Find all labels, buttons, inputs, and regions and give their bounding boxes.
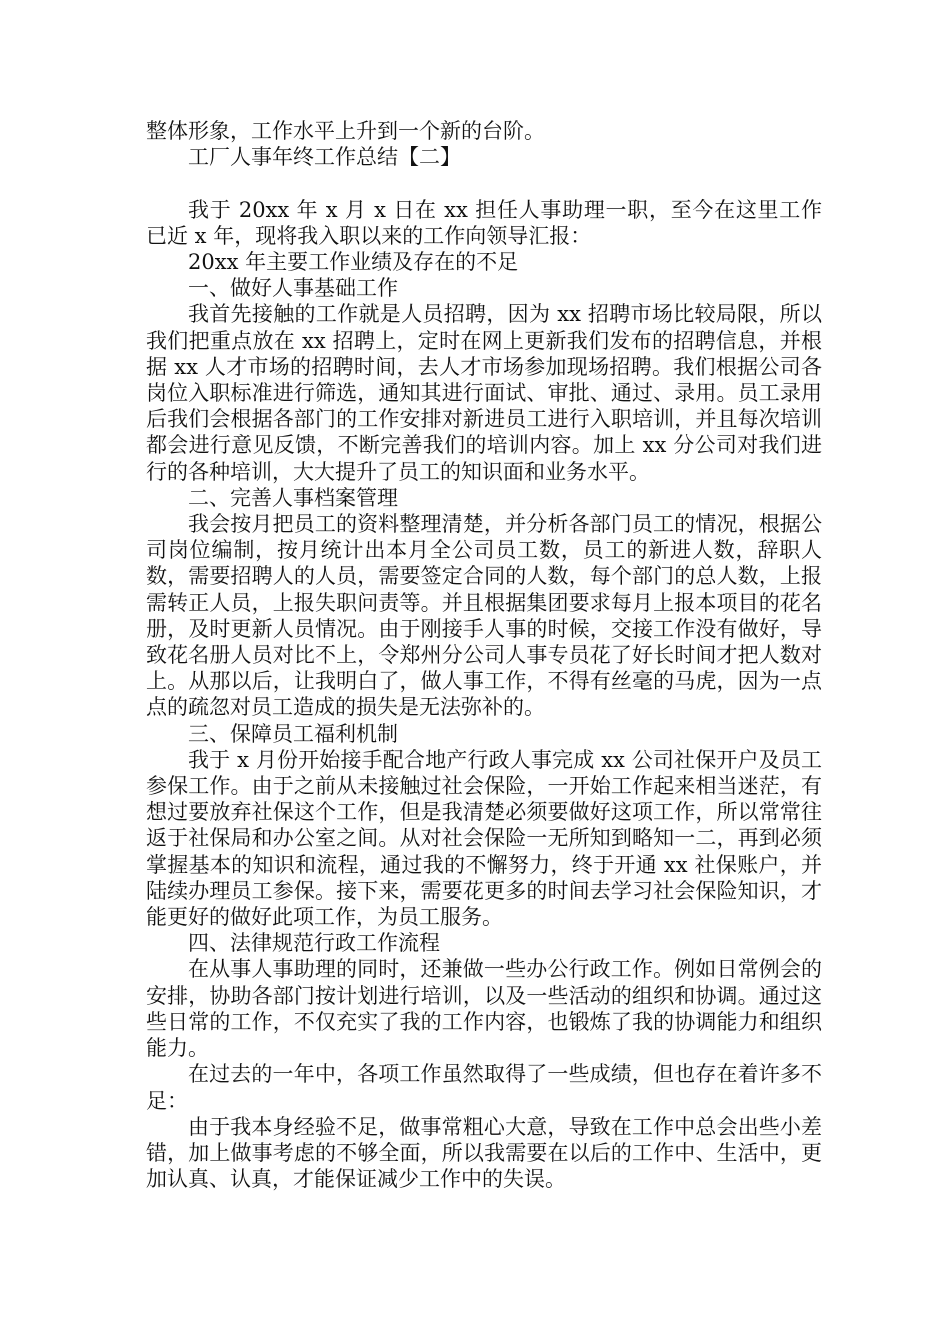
- paragraph-shortcomings: 在过去的一年中，各项工作虽然取得了一些成绩，但也存在着许多不足：: [146, 1062, 822, 1113]
- paragraph-continuation: 整体形象，工作水平上升到一个新的台阶。: [146, 119, 545, 143]
- paragraph-welfare: 我于 x 月份开始接手配合地产行政人事完成 xx 公司社保开户及员工参保工作。由于之前从未接触过社会保险，一开始工作起来相当迷茫，有想过要放弃社保这个工作，但是我清楚必须要做好这项工作，所以常常往返于社保局和办公室之间。从对社会保险一无所知到略知一二，再到必须掌握基本的知识和流程，通过我的不懈努力，终于开通 xx 社保账户，并陆续办理员工参保。接下来，需要花更多的时间去学习社会保险知识，才能更好的做好此项工作，为员工服务。: [146, 747, 822, 930]
- heading-basic-work: 一、做好人事基础工作: [188, 276, 398, 301]
- blank-line: [146, 170, 822, 196]
- heading-admin: 四、法律规范行政工作流程: [188, 931, 440, 956]
- heading-archives: 二、完善人事档案管理: [188, 485, 398, 510]
- heading-welfare: 三、保障员工福利机制: [188, 721, 398, 746]
- paragraph-archives: 我会按月把员工的资料整理清楚，并分析各部门员工的情况，根据公司岗位编制，按月统计出本月全公司员工数，员工的新进人数，辞职人数，需要招聘人的人员，需要签定合同的人数，每个部门的总人数，上报需转正人员，上报失职问责等。并且根据集团要求每月上报本项目的花名册，及时更新人员情况。由于刚接手人事的时候，交接工作没有做好，导致花名册人员对比不上，令郑州分公司人事专员花了好长时间才把人数对上。从那以后，让我明白了，做人事工作，不得有丝毫的马虎，因为一点点的疏忽对员工造成的损失是无法弥补的。: [146, 512, 822, 720]
- section-title: 工厂人事年终工作总结【二】: [188, 145, 461, 170]
- paragraph-admin: 在从事人事助理的同时，还兼做一些办公行政工作。例如日常例会的安排，协助各部门按计划进行培训，以及一些活动的组织和协调。通过这些日常的工作，不仅充实了我的工作内容，也锻炼了我的协调能力和组织能力。: [146, 957, 822, 1061]
- paragraph-intro: 我于 20xx 年 x 月 x 日在 xx 担任人事助理一职，至今在这里工作已近 x 年，现将我入职以来的工作向领导汇报：: [146, 197, 822, 248]
- document-body: [146, 118, 822, 1192]
- subheading-achievements: 20xx 年主要工作业绩及存在的不足: [188, 250, 519, 274]
- paragraph-improvement: 由于我本身经验不足，做事常粗心大意，导致在工作中总会出些小差错，加上做事考虑的不够全面，所以我需要在以后的工作中、生活中，更加认真、认真，才能保证减少工作中的失误。: [146, 1114, 822, 1192]
- paragraph-recruitment: 我首先接触的工作就是人员招聘，因为 xx 招聘市场比较局限，所以我们把重点放在 xx 招聘上，定时在网上更新我们发布的招聘信息，并根据 xx 人才市场的招聘时间，去人才市场参加现场招聘。我们根据公司各岗位入职标准进行筛选，通知其进行面试、审批、通过、录用。员工录用后我们会根据各部门的工作安排对新进员工进行入职培训，并且每次培训都会进行意见反馈，不断完善我们的培训内容。加上 xx 分公司对我们进行的各种培训，大大提升了员工的知识面和业务水平。: [146, 302, 822, 484]
